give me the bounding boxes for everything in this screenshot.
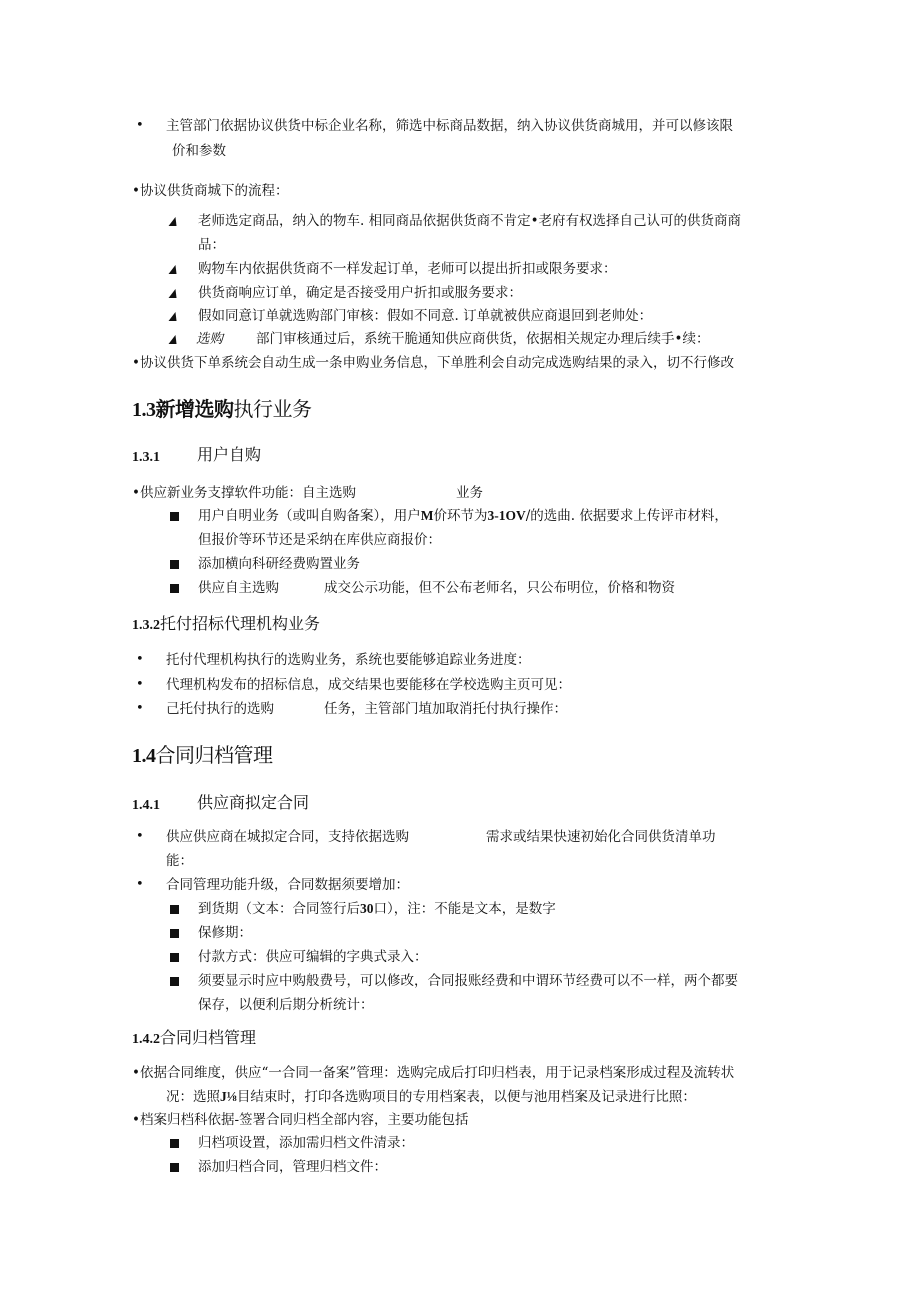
fund-item-cont: 保存，以便利后期分析统计： bbox=[198, 997, 374, 1013]
bullet-dot: • bbox=[136, 877, 144, 892]
square-bullet-icon bbox=[170, 929, 179, 938]
subsection-heading-1-4-2 bbox=[132, 1028, 256, 1050]
bullet-dot: • bbox=[136, 652, 144, 667]
autonomous-item-b: 成交公示功能，但不公布老师名，只公布明位，价格和物资 bbox=[324, 580, 675, 596]
subsection-number: 1.4.1 bbox=[132, 798, 160, 813]
subsection-heading-1-4-1 bbox=[132, 794, 160, 816]
contract-item-2: 合同管理功能升级，合同数据须要增加： bbox=[166, 877, 409, 893]
archive-para-2: •档案归档科依据-签署合同归档全部内容，主要功能包括 bbox=[132, 1112, 469, 1128]
contract-item-1a: 供应供应商在城拟定合同，支持依据选购 bbox=[166, 829, 409, 845]
item-text: /的选曲. 依据要求上传评市材料， bbox=[525, 508, 728, 524]
bullet-dot: • bbox=[136, 829, 144, 844]
triangle-bullet-icon bbox=[169, 312, 180, 321]
step-2: 购物车内依据供货商不一样发起订单，老师可以提出折扣或限务要求： bbox=[198, 261, 617, 277]
section-heading-1-3 bbox=[132, 397, 312, 422]
subsection-number: 1.4.2 bbox=[132, 1032, 160, 1047]
triangle-bullet-icon bbox=[169, 289, 180, 298]
subsection-number: 1.3.2 bbox=[132, 618, 160, 633]
triangle-bullet-icon bbox=[169, 335, 180, 344]
archive-item-1: 归档项设置，添加需归档文件清录： bbox=[198, 1135, 414, 1151]
step-4: 假如同意订单就选购部门审核：假如不同意. 订单就被供应商退回到老帅处： bbox=[198, 308, 653, 324]
archive-item-2: 添加归档合同，管理归档文件： bbox=[198, 1159, 387, 1175]
section-heading-1-4 bbox=[132, 743, 273, 768]
subsection-title: 供应商拟定合同 bbox=[197, 793, 310, 812]
square-bullet-icon bbox=[170, 953, 179, 962]
agency-item-3b: 任务，主管部门埴加取消托付执行操作： bbox=[324, 701, 567, 717]
auto-line: •协议供货下单系统会自动生成一条申购业务信息，下单胜利会自动完成选购结果的录入，切不行修改 bbox=[132, 355, 734, 371]
section-title-bold: 新增选购 bbox=[155, 397, 234, 421]
item-text: 价环节为 bbox=[433, 508, 488, 524]
item-text: 用户自明业务（或叫自购备案），用户 bbox=[198, 508, 421, 524]
fund-item: 须要显示时应中购般费号，可以修改，合同报账经费和中谓环节经费可以不一样，两个都要 bbox=[198, 973, 738, 989]
contract-item-1c: 能： bbox=[166, 853, 193, 869]
subsection-heading-1-3-1 bbox=[132, 446, 160, 468]
triangle-bullet-icon bbox=[169, 217, 180, 226]
warranty-item: 保修期： bbox=[198, 925, 252, 941]
para-text: 目结束时，打印各选购项目的专用档案表，以便与池用档案及记录进行比照： bbox=[236, 1089, 696, 1105]
square-bullet-icon bbox=[170, 905, 179, 914]
support-line-b: 业务 bbox=[456, 485, 483, 501]
square-bullet-icon bbox=[170, 512, 179, 521]
triangle-bullet-icon bbox=[169, 265, 180, 274]
section-number: 1.3 bbox=[132, 399, 156, 421]
intro-line-2: 价和参数 bbox=[172, 143, 226, 159]
square-bullet-icon bbox=[170, 1139, 179, 1148]
para-bold: J⅛ bbox=[220, 1089, 237, 1104]
archive-para-1-cont bbox=[166, 1088, 696, 1106]
self-purchase-item bbox=[198, 507, 728, 525]
subsection-title: 用户自购 bbox=[197, 445, 262, 464]
delivery-item bbox=[198, 900, 556, 918]
subsection-number: 1.3.1 bbox=[132, 450, 160, 465]
research-item: 添加横向科研经费购置业务 bbox=[198, 556, 360, 572]
bullet-dot: • bbox=[136, 118, 144, 133]
flow-title: •协议供货商城下的流程： bbox=[132, 183, 289, 199]
step-1-cont: 品： bbox=[198, 237, 225, 253]
square-bullet-icon bbox=[170, 584, 179, 593]
bullet-dot: • bbox=[136, 701, 144, 716]
subsection-title: 合同归档管理 bbox=[160, 1028, 257, 1047]
item-bold: 30 bbox=[360, 901, 374, 916]
square-bullet-icon bbox=[170, 977, 179, 986]
item-bold: 3-1OV bbox=[487, 508, 526, 523]
support-line-a: •供应新业务支撑软件功能：自主选购 bbox=[132, 485, 356, 501]
bullet-dot: • bbox=[136, 677, 144, 692]
step-3: 供货商响应订单，确定是否接受用户折扣或服务要求： bbox=[198, 285, 522, 301]
agency-item-2: 代理机构发布的招标信息，成交结果也要能移在学校选购主页可见： bbox=[166, 677, 571, 693]
agency-item-3a: 己托付执行的选购 bbox=[166, 701, 274, 717]
step-1: 老师选定商品，纳入的物车. 相同商品依据供货商不肯定•老府有权选择自己认可的供货商商 bbox=[198, 213, 742, 229]
subsection-heading-1-3-2 bbox=[132, 614, 320, 636]
agency-item-1: 托付代理机构执行的选购业务，系统也要能够追踪业务进度： bbox=[166, 652, 531, 668]
item-text: 到货期（文本：合同签行后 bbox=[198, 901, 360, 917]
payment-item: 付款方式：供应可编辑的字典式录入： bbox=[198, 949, 428, 965]
step-5-lead: 选购 bbox=[196, 331, 223, 347]
autonomous-item-a: 供应自主选购 bbox=[198, 580, 279, 596]
item-text: 口），注：不能是文本，是数字 bbox=[373, 901, 556, 917]
item-bold: M bbox=[420, 508, 434, 523]
para-text: 况：选照 bbox=[166, 1089, 220, 1105]
square-bullet-icon bbox=[170, 560, 179, 569]
subsection-title: 托付招标代理机构业务 bbox=[160, 614, 321, 633]
archive-para-1: •依据合同维度，供应“一合同一备案”管理：选购完成后打印归档表，用于记录档案形成过程及流转状 bbox=[132, 1065, 735, 1081]
square-bullet-icon bbox=[170, 1163, 179, 1172]
section-title: 合同归档管理 bbox=[155, 743, 273, 767]
self-purchase-item-cont: 但报价等环节还是采纳在库供应商报价： bbox=[198, 532, 441, 548]
section-title-rest: 执行业务 bbox=[233, 397, 312, 421]
contract-item-1b: 需求或结果快速初始化合同供货清单功 bbox=[486, 829, 716, 845]
intro-line-1: 主管部门依据协议供货中标企业名称，筛选中标商品数据，纳入协议供货商城用，并可以修该限 bbox=[166, 118, 733, 134]
section-number: 1.4 bbox=[132, 745, 156, 767]
step-5: 部门审核通过后，系统干脆通知供应商供货，依据相关规定办理后续手•续： bbox=[256, 331, 710, 347]
